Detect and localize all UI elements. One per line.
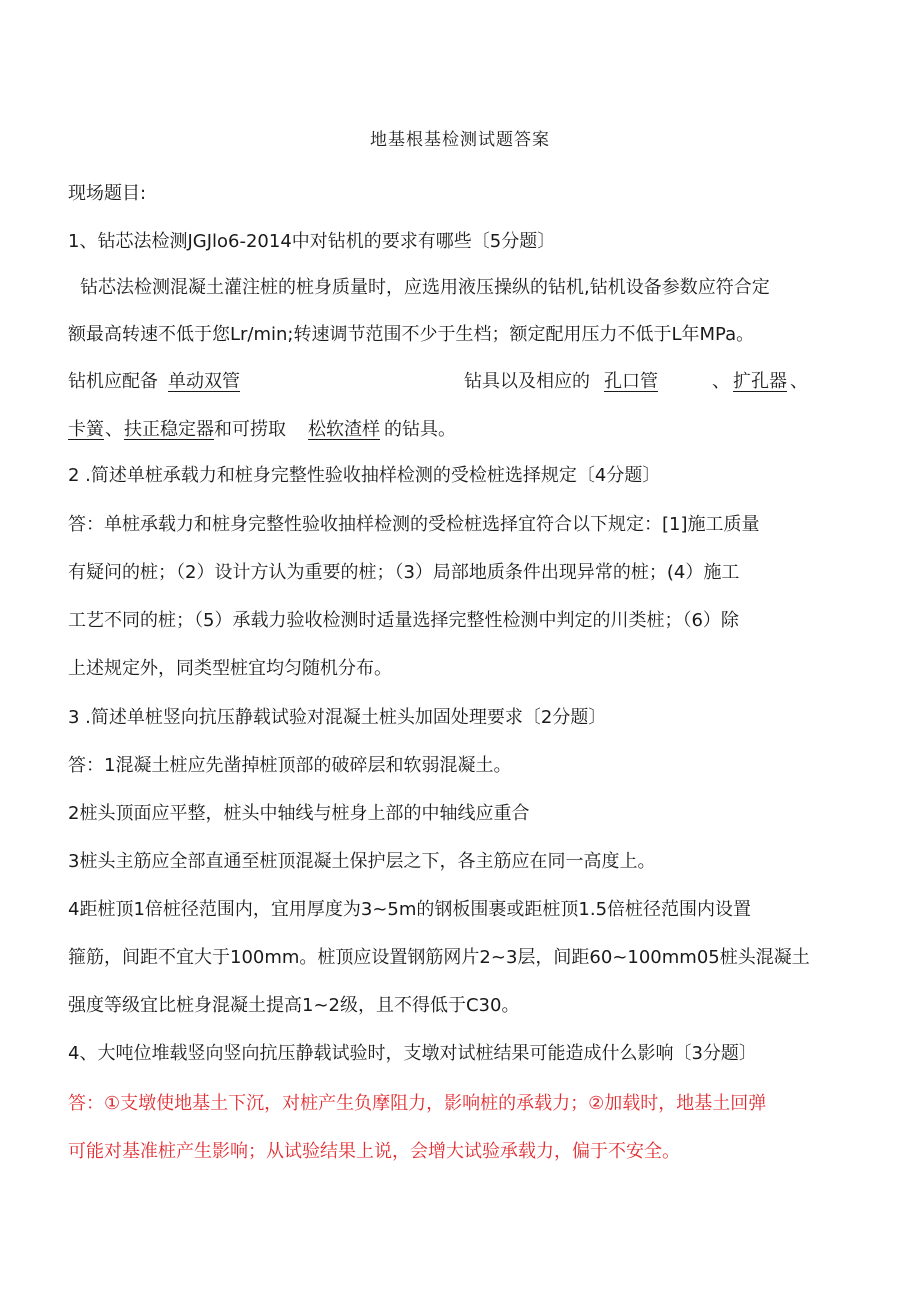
q1-answer-line-1: 钻芯法检测混凝土灌注桩的桩身质量时，应选用液压操纵的钻机,钻机设备参数应符合定 [80,277,770,298]
q1-answer-line-3-prefix: 钻机应配备 [68,371,158,392]
q3-answer-line-4: 4距桩顶1倍桩径范围内，宜用厚度为3~5m的钢板围裹或距桩顶1.5倍桩径范围内设置 [68,899,752,920]
q3-answer-line-1: 答：1混凝土桩应先凿掉桩顶部的破碎层和软弱混凝土。 [68,755,512,776]
q1-answer-line-4-suffix: 的钻具。 [384,419,456,440]
q1-blank-1: 单动双管 [168,371,240,392]
q1-answer-line-2: 额最高转速不低于您Lr/min;转速调节范围不少于生档；额定配用压力不低于L年MPa。 [68,324,755,345]
q2-answer-line-1: 答：单桩承载力和桩身完整性验收抽样检测的受检桩选择宜符合以下规定：[1]施工质量 [68,514,760,535]
question-4: 4、大吨位堆载竖向竖向抗压静载试验时，支墩对试桩结果可能造成什么影响〔3分题〕 [68,1043,757,1064]
q1-separator-2: 、 [790,371,808,392]
question-3: 3 .简述单桩竖向抗压静载试验对混凝土桩头加固处理要求〔2分题〕 [68,707,607,728]
q1-answer-line-4-mid: 和可捞取 [214,419,286,440]
document-title: 地基根基检测试题答案 [370,130,550,150]
q3-answer-line-3: 3桩头主筋应全部直通至桩顶混凝土保护层之下，各主筋应在同一高度上。 [68,851,656,872]
q1-separator-1: 、 [712,371,730,392]
q3-answer-line-6: 强度等级宜比桩身混凝土提高1~2级，且不得低于C30。 [68,995,520,1016]
q1-separator-3: 、 [105,419,123,440]
q1-blank-2: 孔口管 [604,371,658,392]
q1-blank-5: 扶正稳定器 [124,419,214,440]
q1-blank-6: 松软渣样 [308,419,380,440]
question-2: 2 .简述单桩承载力和桩身完整性验收抽样检测的受检桩选择规定〔4分题〕 [68,465,661,486]
q4-answer-line-2: 可能对基准桩产生影响；从试验结果上说，会增大试验承载力，偏于不安全。 [68,1141,680,1162]
section-label: 现场题目: [68,183,147,204]
question-1: 1、钻芯法检测JGJlo6-2014中对钻机的要求有哪些〔5分题〕 [68,231,556,252]
q1-blank-3: 扩孔器 [733,371,787,392]
q2-answer-line-3: 工艺不同的桩；（5）承载力验收检测时适量选择完整性检测中判定的川类桩；（6）除 [68,610,739,631]
q1-answer-line-3-mid: 钻具以及相应的 [464,371,590,392]
q4-answer-line-1: 答：①支墩使地基土下沉，对桩产生负摩阻力，影响桩的承载力；②加载时，地基土回弹 [68,1093,767,1114]
q2-answer-line-2: 有疑问的桩；（2）设计方认为重要的桩；（3）局部地质条件出现异常的桩；(4）施工 [68,562,740,583]
q3-answer-line-2: 2桩头顶面应平整，桩头中轴线与桩身上部的中轴线应重合 [68,803,530,824]
q1-blank-4: 卡簧 [68,419,104,440]
q3-answer-line-5: 箍筋，间距不宜大于100mm。桩顶应设置钢筋网片2~3层，间距60~100mm05桩头混凝土 [68,947,810,968]
q2-answer-line-4: 上述规定外，同类型桩宜均匀随机分布。 [68,658,392,679]
